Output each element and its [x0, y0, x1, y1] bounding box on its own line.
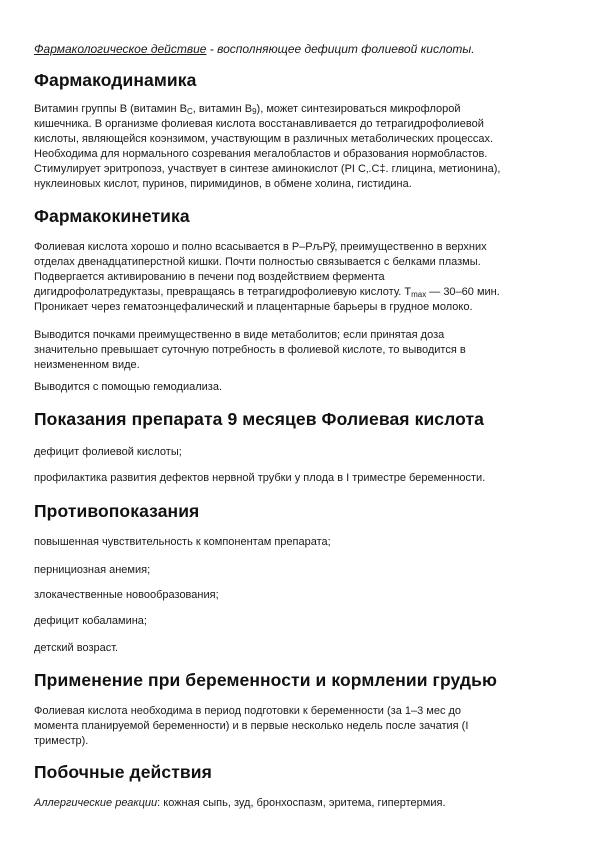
contraindications-item: пернициозная анемия;	[34, 564, 151, 576]
text-line: кислоты, являющейся коэнзимом, участвующим в различных метаболических процессах.	[34, 133, 494, 145]
text-line: Проникает через гематоэнцефалический и плацентарные барьеры в грудное молоко.	[34, 301, 473, 313]
text-line: момента планируемой беременности) и в первые несколько недель после зачатия (I	[34, 720, 469, 732]
text-line: кишечника. В организме фолиевая кислота восстанавливается до тетрагидрофолиевой	[34, 118, 484, 130]
pregnancy-heading: Применение при беременности и кормлении грудью	[34, 670, 498, 690]
indications-heading: Показания препарата 9 месяцев Фолиевая кислота	[34, 409, 484, 429]
text-line: отделах двенадцатиперстной кишки. Почти полностью связывается с белками плазмы.	[34, 256, 481, 268]
contraindications-item: повышенная чувствительность к компонентам препарата;	[34, 536, 331, 548]
text-line: Фолиевая кислота хорошо и полно всасывается в Р–РљРў, преимущественно в верхних	[34, 241, 487, 253]
text-line: Подвергается активированию в печени под воздействием фермента	[34, 271, 385, 283]
text-line: Выводится с помощью гемодиализа.	[34, 381, 223, 393]
side-effects-text: : кожная сыпь, зуд, бронхоспазм, эритема, гипертермия.	[157, 797, 446, 809]
text-line: нуклеиновых кислот, пуринов, пиримидинов, в обмене холина, гистидина.	[34, 178, 412, 190]
pregnancy-paragraph	[34, 704, 562, 749]
pharmacological-action-label: Фармакологическое действие	[34, 42, 207, 56]
pharmacokinetics-paragraph-3	[34, 380, 562, 395]
contraindications-item: детский возраст.	[34, 642, 119, 654]
text-line: Стимулирует эритропоэз, участвует в синтезе аминокислот (РІ С‚.С‡. глицина, метионина),	[34, 163, 501, 175]
text-line: значительно превышает суточную потребность в фолиевой кислоте, то выводится в	[34, 344, 466, 356]
pharmacodynamics-heading: Фармакодинамика	[34, 70, 197, 90]
side-effects-label: Аллергические реакции	[34, 797, 158, 809]
contraindications-heading: Противопоказания	[34, 501, 200, 521]
side-effects-allergic	[34, 797, 446, 809]
indications-item: дефицит фолиевой кислоты;	[34, 446, 182, 458]
contraindications-item: дефицит кобаламина;	[34, 615, 147, 627]
text-line: триместр).	[34, 735, 89, 747]
pharmacological-action-text: - восполняющее дефицит фолиевой кислоты.	[206, 42, 475, 56]
text-line: Выводится почками преимущественно в виде метаболитов; если принятая доза	[34, 329, 445, 341]
pharmacological-action	[34, 42, 475, 56]
pharmacokinetics-heading: Фармакокинетика	[34, 206, 190, 226]
indications-item: профилактика развития дефектов нервной трубки у плода в I триместре беременности.	[34, 472, 486, 484]
pharmacokinetics-paragraph-1	[34, 240, 562, 315]
text-line: Фолиевая кислота необходима в период подготовки к беременности (за 1–3 мес до	[34, 705, 462, 717]
text-line: неизмененном виде.	[34, 359, 140, 371]
side-effects-heading: Побочные действия	[34, 762, 212, 782]
contraindications-item: злокачественные новообразования;	[34, 589, 219, 601]
text-line: Витамин группы В (витамин $В_С$, витамин $В_9$), может синтезироваться микрофлорой	[34, 103, 461, 116]
pharmacokinetics-paragraph-2	[34, 328, 562, 373]
pharmacodynamics-paragraph	[34, 102, 562, 192]
text-line: Необходима для нормального созревания мегалобластов и образования нормобластов.	[34, 148, 488, 160]
text-line: дигидрофолатредуктазы, превращаясь в тетрагидрофолиевую кислоту. $T_{max}$ — 30–60 мин.	[34, 286, 500, 299]
